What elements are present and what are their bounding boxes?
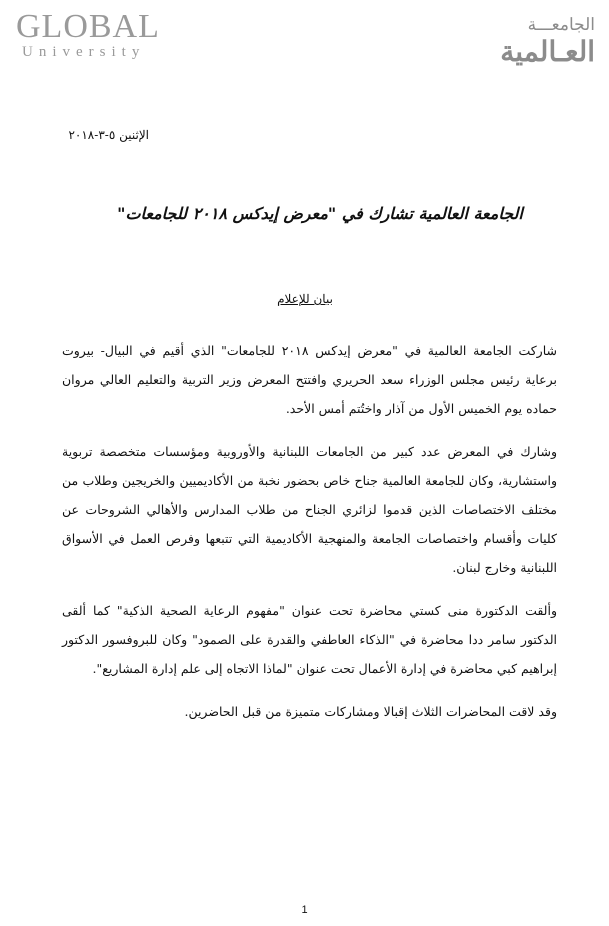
paragraph-2: وشارك في المعرض عدد كبير من الجامعات اللبنانية والأوروبية ومؤسسات متخصصة تربوية واستشارية، وكان للجامعة العالمية جناح خاص بحضور نخبة من الأكاديميين والخريجين وطلاب من مختلف الاختصاصات الذين قدموا لزائري الجناح من طلاب المدارس والأهالي الشروحات عن كليات وأقسام واختصاصات الجامعة والمنهجية الأكاديمية التي تتبعها وفرص العمل في الأسواق اللبنانية وخارج لبنان. (62, 444, 557, 575)
paragraph-3: وألقت الدكتورة منى كستي محاضرة تحت عنوان "مفهوم الرعاية الصحية الذكية" كما ألقى الدكتور سامر ددا محاضرة في "الذكاء العاطفي والقدرة على الصمود" وكان للبروفسور الدكتور إبراهيم كبي محاضرة في إدارة الأعمال تحت عنوان "لماذا الاتجاه إلى علم إدارة المشاريع". (62, 603, 557, 676)
logo-en-main: GLOBAL (16, 8, 160, 45)
paragraph-4: وقد لاقت المحاضرات الثلاث إقبالا ومشاركات متميزة من قبل الحاضرين. (184, 704, 557, 719)
document-date: الإثنين ٥-٣-٢٠١٨ (68, 128, 149, 142)
logo-ar-line2: العـالمية (500, 35, 595, 68)
document-body (62, 336, 557, 740)
paragraph-1: شاركت الجامعة العالمية في "معرض إيدكس ٢٠١٨ للجامعات" الذي أقيم في البيال- بيروت برعاية رئيس مجلس الوزراء سعد الحريري وافتتح المعرض وزير التربية والتعليم العالي مروان حماده يوم الخميس الأول من آذار واختُتم أمس الأحد. (62, 343, 557, 416)
global-university-logo-ar (485, 14, 595, 68)
logo-en-sub: University (22, 44, 146, 60)
document-title: الجامعة العالمية تشارك في "معرض إيدكس ٢٠١٨ للجامعات" (117, 204, 523, 223)
document-subtitle: بيان للإعلام (277, 292, 333, 306)
page-number: 1 (301, 904, 308, 916)
logo-ar-line1: الجامعـــة (527, 15, 595, 35)
global-university-logo-en (16, 10, 176, 60)
